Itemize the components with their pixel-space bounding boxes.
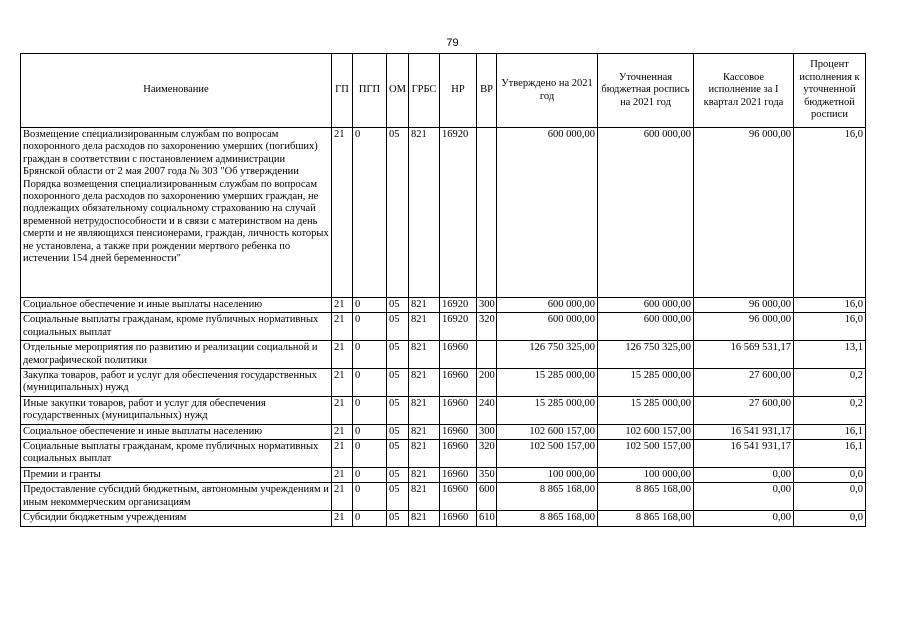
- row-grbs-cell: 821: [409, 369, 440, 397]
- row-np-cell: 16920: [440, 298, 477, 313]
- row-name-cell: Социальные выплаты гражданам, кроме публичных нормативных социальных выплат: [21, 313, 332, 341]
- row-pgp-cell: 0: [353, 298, 387, 313]
- row-cash-cell: 96 000,00: [694, 298, 794, 313]
- row-percent-cell: 0,2: [794, 396, 866, 424]
- row-np-cell: 16960: [440, 440, 477, 468]
- row-refined-cell: 100 000,00: [598, 467, 694, 482]
- row-gp-cell: 21: [332, 369, 353, 397]
- row-approved-cell: 100 000,00: [497, 467, 598, 482]
- page-number: 79: [446, 37, 459, 49]
- row-cash-cell: 27 600,00: [694, 369, 794, 397]
- row-vr-cell: 240: [477, 396, 497, 424]
- header-cash: Кассовое исполнение за I квартал 2021 года: [694, 54, 794, 128]
- row-vr-cell: [477, 341, 497, 369]
- row-pgp-cell: 0: [353, 396, 387, 424]
- row-name-cell: Иные закупки товаров, работ и услуг для обеспечения государственных (муниципальных) нужд: [21, 396, 332, 424]
- row-gp-cell: 21: [332, 424, 353, 439]
- row-approved-cell: 600 000,00: [497, 313, 598, 341]
- row-vr-cell: [477, 128, 497, 298]
- row-percent-cell: 0,0: [794, 483, 866, 511]
- row-vr-cell: 300: [477, 424, 497, 439]
- table-row: [21, 511, 866, 526]
- row-pgp-cell: 0: [353, 369, 387, 397]
- row-grbs-cell: 821: [409, 298, 440, 313]
- row-percent-cell: 0,2: [794, 369, 866, 397]
- table-row: [21, 440, 866, 468]
- budget-table: [20, 53, 866, 527]
- row-percent-cell: 16,0: [794, 298, 866, 313]
- row-gp-cell: 21: [332, 467, 353, 482]
- row-name-cell: Социальные выплаты гражданам, кроме публичных нормативных социальных выплат: [21, 440, 332, 468]
- header-grbs: ГРБС: [409, 54, 440, 128]
- row-grbs-cell: 821: [409, 511, 440, 526]
- row-gp-cell: 21: [332, 128, 353, 298]
- row-np-cell: 16960: [440, 341, 477, 369]
- row-refined-cell: 600 000,00: [598, 298, 694, 313]
- row-vr-cell: 200: [477, 369, 497, 397]
- row-om-cell: 05: [387, 396, 409, 424]
- table-header: [21, 54, 866, 128]
- row-om-cell: 05: [387, 341, 409, 369]
- header-approved: Утверждено на 2021 год: [497, 54, 598, 128]
- row-np-cell: 16960: [440, 396, 477, 424]
- row-cash-cell: 0,00: [694, 483, 794, 511]
- row-refined-cell: 600 000,00: [598, 128, 694, 298]
- row-approved-cell: 8 865 168,00: [497, 483, 598, 511]
- row-refined-cell: 15 285 000,00: [598, 396, 694, 424]
- header-refined: Уточненная бюджетная роспись на 2021 год: [598, 54, 694, 128]
- row-refined-cell: 102 500 157,00: [598, 440, 694, 468]
- row-om-cell: 05: [387, 483, 409, 511]
- row-np-cell: 16960: [440, 424, 477, 439]
- table-row: [21, 396, 866, 424]
- row-name-cell: Социальное обеспечение и иные выплаты населению: [21, 424, 332, 439]
- row-name-cell: Закупка товаров, работ и услуг для обеспечения государственных (муниципальных) нужд: [21, 369, 332, 397]
- row-gp-cell: 21: [332, 298, 353, 313]
- row-percent-cell: 0,0: [794, 467, 866, 482]
- table-body: [21, 128, 866, 527]
- table-row: [21, 483, 866, 511]
- row-gp-cell: 21: [332, 483, 353, 511]
- row-percent-cell: 13,1: [794, 341, 866, 369]
- row-percent-cell: 16,1: [794, 424, 866, 439]
- row-approved-cell: 126 750 325,00: [497, 341, 598, 369]
- row-name-cell: Премии и гранты: [21, 467, 332, 482]
- row-grbs-cell: 821: [409, 313, 440, 341]
- row-pgp-cell: 0: [353, 511, 387, 526]
- row-refined-cell: 126 750 325,00: [598, 341, 694, 369]
- table-row: [21, 341, 866, 369]
- row-vr-cell: 350: [477, 467, 497, 482]
- row-om-cell: 05: [387, 424, 409, 439]
- row-np-cell: 16960: [440, 483, 477, 511]
- row-cash-cell: 0,00: [694, 511, 794, 526]
- row-refined-cell: 15 285 000,00: [598, 369, 694, 397]
- row-cash-cell: 16 541 931,17: [694, 424, 794, 439]
- row-np-cell: 16960: [440, 369, 477, 397]
- row-gp-cell: 21: [332, 511, 353, 526]
- row-pgp-cell: 0: [353, 467, 387, 482]
- row-approved-cell: 102 600 157,00: [497, 424, 598, 439]
- row-approved-cell: 600 000,00: [497, 298, 598, 313]
- row-gp-cell: 21: [332, 313, 353, 341]
- row-grbs-cell: 821: [409, 483, 440, 511]
- table-row: [21, 313, 866, 341]
- header-np: НР: [440, 54, 477, 128]
- table-row: [21, 467, 866, 482]
- row-name-cell: Возмещение специализированным службам по вопросам похоронного дела расходов по захоронению умерших (погибших) граждан в соответствии с постановлением администрации Брянской области от 2 мая 2007 года № 303 "Об утверждении Порядка возмещения специализированным службам по вопросам похоронного дела расходов по захоронению умерших граждан, не подлежащих обязательному социальному страхованию на случай временной нетрудоспособности и в связи с материнством на день смерти и не являющихся пенсионерами, граждан, личность которых не установлена, а также при рождении мертвого ребенка по истечении 154 дней беременности": [21, 128, 332, 298]
- row-gp-cell: 21: [332, 341, 353, 369]
- row-name-cell: Отдельные мероприятия по развитию и реализации социальной и демографической политики: [21, 341, 332, 369]
- row-cash-cell: 96 000,00: [694, 313, 794, 341]
- row-pgp-cell: 0: [353, 341, 387, 369]
- row-grbs-cell: 821: [409, 467, 440, 482]
- row-cash-cell: 27 600,00: [694, 396, 794, 424]
- table-row: [21, 298, 866, 313]
- header-percent: Процент исполнения к уточненной бюджетной росписи: [794, 54, 866, 128]
- row-np-cell: 16960: [440, 511, 477, 526]
- row-grbs-cell: 821: [409, 341, 440, 369]
- row-name-cell: Социальное обеспечение и иные выплаты населению: [21, 298, 332, 313]
- row-cash-cell: 0,00: [694, 467, 794, 482]
- row-om-cell: 05: [387, 298, 409, 313]
- row-grbs-cell: 821: [409, 440, 440, 468]
- row-vr-cell: 610: [477, 511, 497, 526]
- row-percent-cell: 16,1: [794, 440, 866, 468]
- row-pgp-cell: 0: [353, 128, 387, 298]
- table-row: [21, 369, 866, 397]
- header-vr: ВР: [477, 54, 497, 128]
- row-om-cell: 05: [387, 511, 409, 526]
- table-row: [21, 424, 866, 439]
- row-cash-cell: 16 569 531,17: [694, 341, 794, 369]
- row-name-cell: Субсидии бюджетным учреждениям: [21, 511, 332, 526]
- row-vr-cell: 600: [477, 483, 497, 511]
- row-np-cell: 16920: [440, 313, 477, 341]
- row-refined-cell: 600 000,00: [598, 313, 694, 341]
- row-gp-cell: 21: [332, 396, 353, 424]
- row-approved-cell: 102 500 157,00: [497, 440, 598, 468]
- row-pgp-cell: 0: [353, 424, 387, 439]
- row-grbs-cell: 821: [409, 128, 440, 298]
- row-cash-cell: 96 000,00: [694, 128, 794, 298]
- table-row: [21, 128, 866, 298]
- row-percent-cell: 0,0: [794, 511, 866, 526]
- row-pgp-cell: 0: [353, 483, 387, 511]
- row-vr-cell: 320: [477, 440, 497, 468]
- row-grbs-cell: 821: [409, 424, 440, 439]
- row-refined-cell: 8 865 168,00: [598, 511, 694, 526]
- row-om-cell: 05: [387, 467, 409, 482]
- header-pgp: ПГП: [353, 54, 387, 128]
- row-vr-cell: 320: [477, 313, 497, 341]
- row-percent-cell: 16,0: [794, 313, 866, 341]
- row-pgp-cell: 0: [353, 440, 387, 468]
- row-gp-cell: 21: [332, 440, 353, 468]
- row-np-cell: 16920: [440, 128, 477, 298]
- row-name-cell: Предоставление субсидий бюджетным, автономным учреждениям и иным некоммерческим организациям: [21, 483, 332, 511]
- row-om-cell: 05: [387, 440, 409, 468]
- row-refined-cell: 102 600 157,00: [598, 424, 694, 439]
- row-cash-cell: 16 541 931,17: [694, 440, 794, 468]
- row-approved-cell: 8 865 168,00: [497, 511, 598, 526]
- row-percent-cell: 16,0: [794, 128, 866, 298]
- row-refined-cell: 8 865 168,00: [598, 483, 694, 511]
- row-np-cell: 16960: [440, 467, 477, 482]
- row-om-cell: 05: [387, 313, 409, 341]
- header-name: Наименование: [21, 54, 332, 128]
- row-approved-cell: 600 000,00: [497, 128, 598, 298]
- row-om-cell: 05: [387, 369, 409, 397]
- header-om: ОМ: [387, 54, 409, 128]
- row-approved-cell: 15 285 000,00: [497, 369, 598, 397]
- header-gp: ГП: [332, 54, 353, 128]
- row-approved-cell: 15 285 000,00: [497, 396, 598, 424]
- row-om-cell: 05: [387, 128, 409, 298]
- row-pgp-cell: 0: [353, 313, 387, 341]
- row-grbs-cell: 821: [409, 396, 440, 424]
- row-vr-cell: 300: [477, 298, 497, 313]
